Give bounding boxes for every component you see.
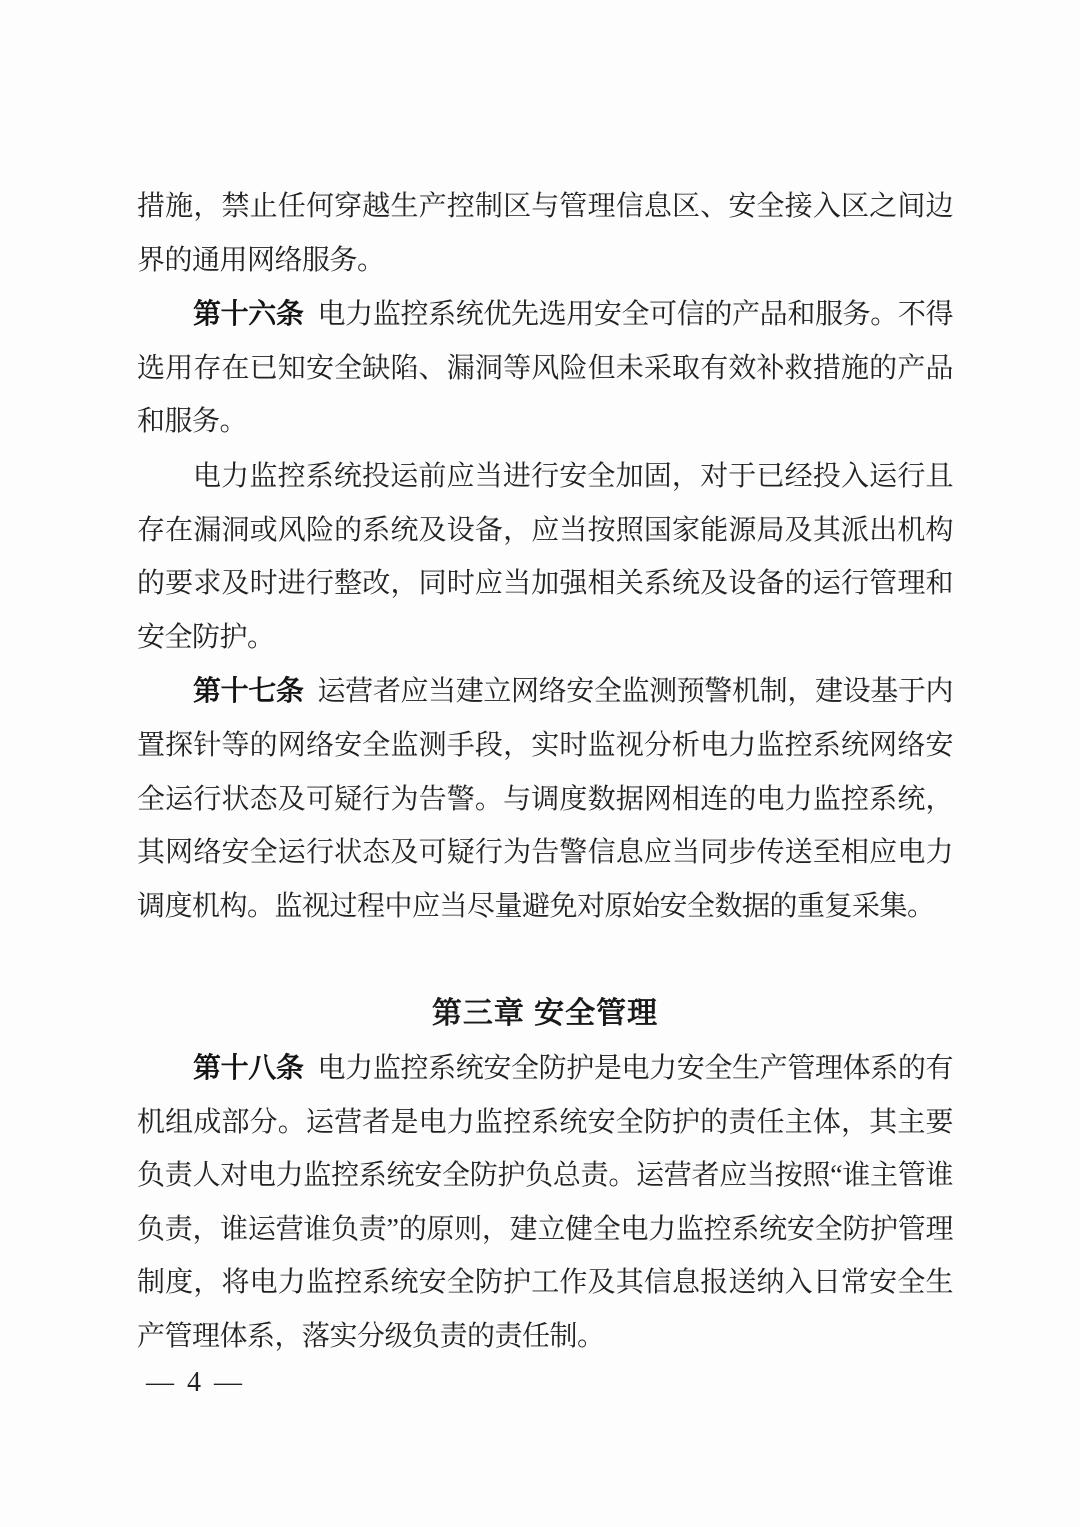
chapter-heading: 第三章 安全管理 bbox=[431, 997, 659, 1031]
paragraph-article-17 bbox=[137, 664, 953, 933]
article-16-label: 第十六条 bbox=[193, 298, 304, 330]
paragraph-text: 电力监控系统安全防护是电力安全生产管理体系的有机组成部分。运营者是电力监控系统安全防护的责任主体，其主要负责人对电力监控系统安全防护负总责。运营者应当按照“谁主管谁负责，谁运营谁负责”的原则，建立健全电力监控系统安全防护管理制度，将电力监控系统安全防护工作及其信息报送纳入日常安全生产管理体系，落实分级负责的责任制。 bbox=[137, 1052, 953, 1352]
article-18-label: 第十八条 bbox=[193, 1051, 304, 1083]
document-content bbox=[137, 179, 953, 1363]
paragraph-article-18 bbox=[137, 1041, 953, 1364]
paragraph-continuation bbox=[137, 179, 953, 287]
paragraph-article-16-supplement bbox=[137, 449, 953, 664]
page-number: — 4 — bbox=[146, 1367, 245, 1398]
paragraph-article-16 bbox=[137, 287, 953, 449]
paragraph-text: 措施，禁止任何穿越生产控制区与管理信息区、安全接入区之间边界的通用网络服务。 bbox=[137, 191, 953, 276]
paragraph-text: 电力监控系统优先选用安全可信的产品和服务。不得选用存在已知安全缺陷、漏洞等风险但未采取有效补救措施的产品和服务。 bbox=[137, 299, 953, 438]
article-17-label: 第十七条 bbox=[193, 675, 304, 707]
paragraph-text: 电力监控系统投运前应当进行安全加固，对于已经投入运行且存在漏洞或风险的系统及设备，应当按照国家能源局及其派出机构的要求及时进行整改，同时应当加强相关系统及设备的运行管理和安全防护。 bbox=[137, 460, 953, 653]
paragraph-text: 运营者应当建立网络安全监测预警机制，建设基于内置探针等的网络安全监测手段，实时监视分析电力监控系统网络安全运行状态及可疑行为告警。与调度数据网相连的电力监控系统，其网络安全运行状态及可疑行为告警信息应当同步传送至相应电力调度机构。监视过程中应当尽量避免对原始安全数据的重复采集。 bbox=[137, 676, 953, 922]
